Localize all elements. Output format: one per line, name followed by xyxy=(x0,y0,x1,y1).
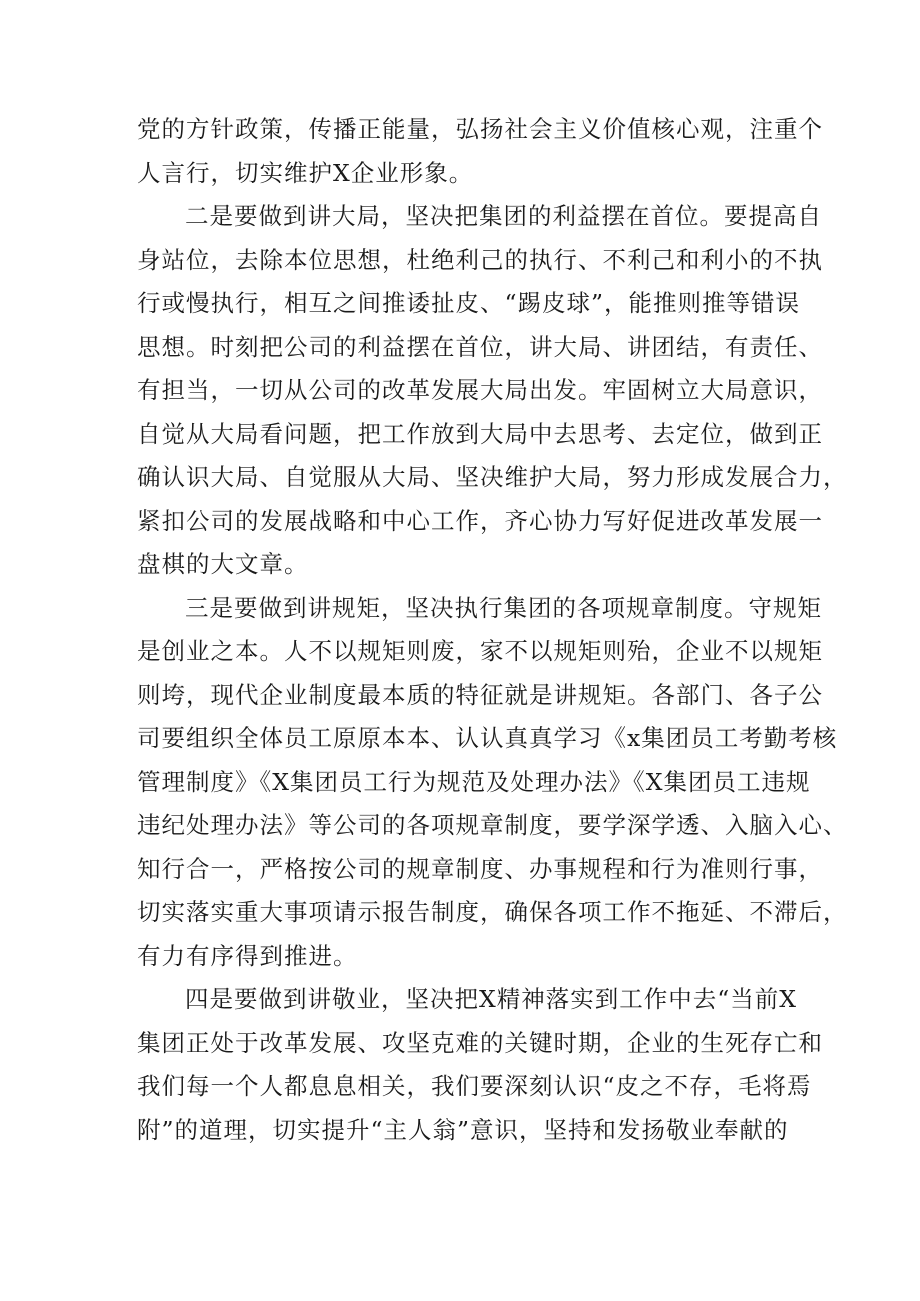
text-line: 盘棋的大文章。 xyxy=(137,550,309,578)
text-line: 知行合一，严格按公司的规章制度、办事规程和行为准则行事， xyxy=(137,854,823,883)
text-line: 行或慢执行，相互之间推诿扯皮、“踢皮球”，能推则推等错误 xyxy=(137,289,801,317)
text-line: 人言行，切实维护X企业形象。 xyxy=(137,158,474,187)
text-line: 我们每一个人都息息相关，我们要深刻认识“皮之不存，毛将焉 xyxy=(137,1072,812,1100)
text-line: 切实落实重大事项请示报告制度，确保各项工作不拖延、不滞后， xyxy=(137,898,848,926)
text-line: 自觉从大局看问题，把工作放到大局中去思考、去定位，做到正 xyxy=(137,419,823,448)
text-line: 违纪处理办法》等公司的各项规章制度，要学深学透、入脑入心、 xyxy=(137,811,848,839)
text-line: 身站位，去除本位思想，杜绝利己的执行、不利己和利小的不执 xyxy=(137,245,823,274)
text-line: 党的方针政策，传播正能量，弘扬社会主义价值核心观，注重个 xyxy=(137,115,823,143)
text-line: 思想。时刻把公司的利益摆在首位，讲大局、讲团结，有责任、 xyxy=(137,332,823,361)
document-body xyxy=(137,108,848,1152)
text-line: 有力有序得到推进。 xyxy=(137,941,358,970)
text-line: 管理制度》《X集团员工行为规范及处理办法》《X集团员工违规 xyxy=(137,767,811,796)
text-line: 集团正处于改革发展、攻坚克难的关键时期，企业的生死存亡和 xyxy=(137,1028,823,1057)
text-line: 紧扣公司的发展战略和中心工作，齐心协力写好促进改革发展一 xyxy=(137,506,823,535)
text-line: 司要组织全体员工原原本本、认认真真学习《x集团员工考勤考核 xyxy=(137,724,838,752)
paragraph-first-line: 二是要做到讲大局，坚决把集团的利益摆在首位。要提高自 xyxy=(185,202,822,230)
paragraph-first-line: 三是要做到讲规矩，坚决执行集团的各项规章制度。守规矩 xyxy=(185,593,822,622)
text-line: 确认识大局、自觉服从大局、坚决维护大局，努力形成发展合力， xyxy=(137,463,848,491)
text-line: 有担当，一切从公司的改革发展大局出发。牢固树立大局意识， xyxy=(137,376,823,404)
paragraph-first-line: 四是要做到讲敬业，坚决把X精神落实到工作中去“当前X xyxy=(185,985,797,1013)
text-line: 附”的道理，切实提升“主人翁”意识，坚持和发扬敬业奉献的 xyxy=(137,1115,789,1144)
text-line: 是创业之本。人不以规矩则废，家不以规矩则殆，企业不以规矩 xyxy=(137,637,823,665)
text-line: 则垮，现代企业制度最本质的特征就是讲规矩。各部门、各子公 xyxy=(137,680,823,709)
